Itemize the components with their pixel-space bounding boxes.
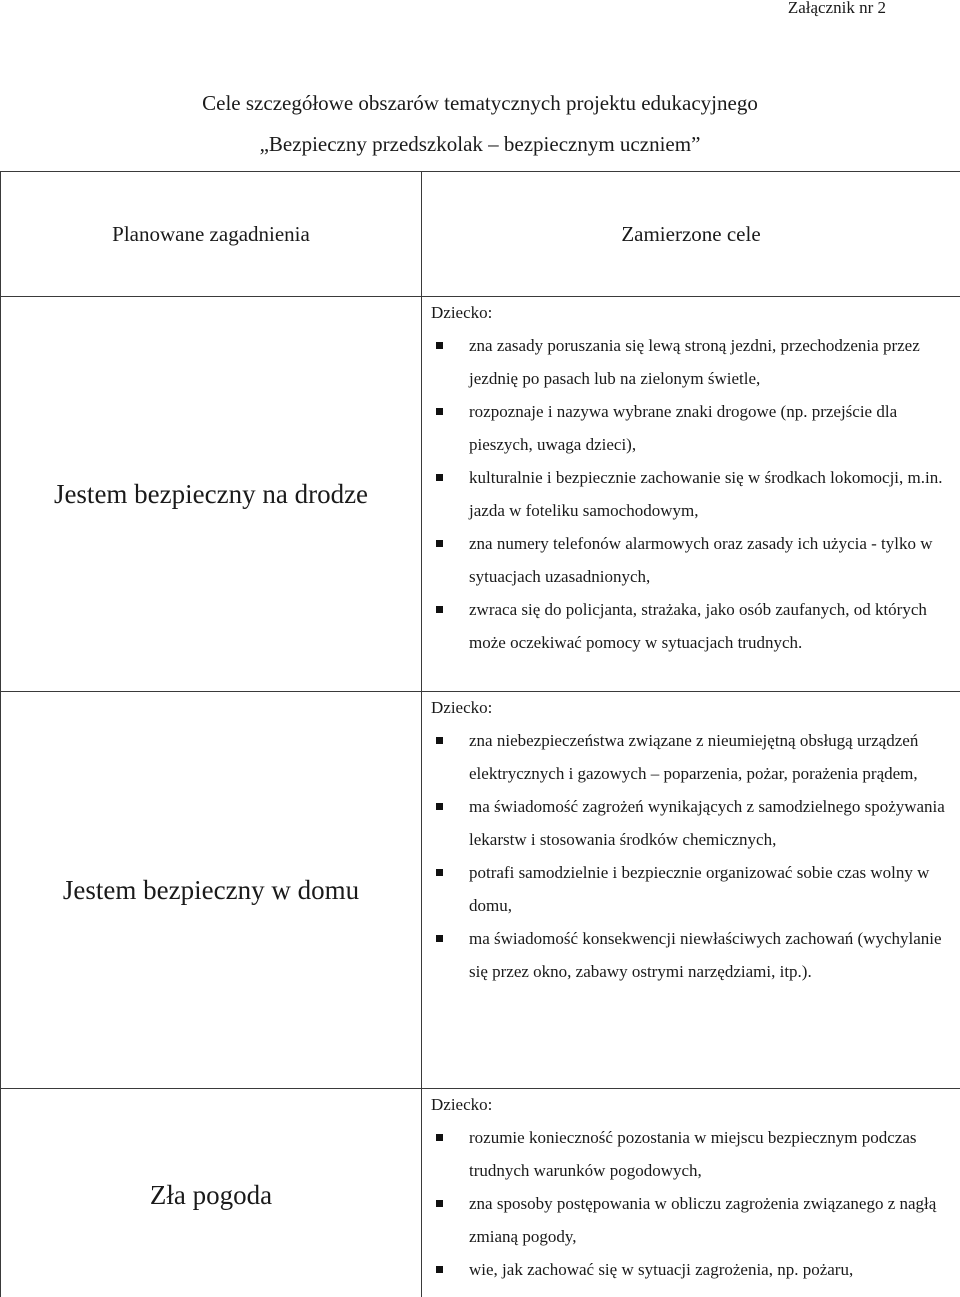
goals-list: [431, 724, 948, 988]
table-header-row: [1, 172, 960, 297]
project-name: „Bezpieczny przedszkolak – bezpiecznym uczniem”: [259, 132, 701, 156]
goals-table: [0, 171, 960, 1297]
square-bullet-icon: [436, 803, 443, 810]
square-bullet-icon: [436, 606, 443, 613]
square-bullet-icon: [436, 474, 443, 481]
document-title: Cele szczegółowe obszarów tematycznych projektu edukacyjnego: [202, 91, 758, 115]
child-intro: Dziecko:: [431, 303, 493, 322]
square-bullet-icon: [436, 1266, 443, 1273]
list-item: zwraca się do policjanta, strażaka, jako osób zaufanych, od których może oczekiwać pomocy w sytuacjach trudnych.: [431, 593, 948, 659]
topic-cell: Jestem bezpieczny na drodze: [1, 297, 422, 692]
square-bullet-icon: [436, 342, 443, 349]
square-bullet-icon: [436, 540, 443, 547]
child-intro: Dziecko:: [431, 1095, 493, 1114]
topic-cell: Jestem bezpieczny w domu: [1, 692, 422, 1089]
list-item: rozpoznaje i nazywa wybrane znaki drogowe (np. przejście dla pieszych, uwaga dzieci),: [431, 395, 948, 461]
list-item: zna numery telefonów alarmowych oraz zasady ich użycia - tylko w sytuacjach uzasadnionych,: [431, 527, 948, 593]
square-bullet-icon: [436, 1134, 443, 1141]
goals-cell: [422, 692, 960, 1089]
square-bullet-icon: [436, 408, 443, 415]
list-item: rozumie konieczność pozostania w miejscu bezpiecznym podczas trudnych warunków pogodowych,: [431, 1121, 948, 1187]
square-bullet-icon: [436, 1200, 443, 1207]
list-item: kulturalnie i bezpiecznie zachowanie się w środkach lokomocji, m.in. jazda w foteliku samochodowym,: [431, 461, 948, 527]
header-goals: Zamierzone cele: [422, 172, 960, 297]
square-bullet-icon: [436, 935, 443, 942]
list-item: zna niebezpieczeństwa związane z nieumiejętną obsługą urządzeń elektrycznych i gazowych – poparzenia, pożar, porażenia prądem,: [431, 724, 948, 790]
table-row: [1, 297, 960, 692]
goals-cell: [422, 1089, 960, 1297]
table-row: [1, 692, 960, 1089]
list-item: potrafi samodzielnie i bezpiecznie organizować sobie czas wolny w domu,: [431, 856, 948, 922]
annex-label: Załącznik nr 2: [787, 0, 886, 17]
list-item: ma świadomość zagrożeń wynikających z samodzielnego spożywania lekarstw i stosowania środków chemicznych,: [431, 790, 948, 856]
square-bullet-icon: [436, 869, 443, 876]
goals-cell: [422, 297, 960, 692]
list-item: zna sposoby postępowania w obliczu zagrożenia związanego z nagłą zmianą pogody,: [431, 1187, 948, 1253]
list-item: zna zasady poruszania się lewą stroną jezdni, przechodzenia przez jezdnię po pasach lub na zielonym świetle,: [431, 329, 948, 395]
topic-cell: Zła pogoda: [1, 1089, 422, 1297]
header-topics: Planowane zagadnienia: [1, 172, 422, 297]
goals-list: [431, 329, 948, 659]
list-item: ma świadomość konsekwencji niewłaściwych zachowań (wychylanie się przez okno, zabawy ostrymi narzędziami, itp.).: [431, 922, 948, 988]
table-row: [1, 1089, 960, 1297]
square-bullet-icon: [436, 737, 443, 744]
child-intro: Dziecko:: [431, 698, 493, 717]
list-item: wie, jak zachować się w sytuacji zagrożenia, np. pożaru,: [431, 1253, 948, 1286]
goals-list: [431, 1121, 948, 1286]
